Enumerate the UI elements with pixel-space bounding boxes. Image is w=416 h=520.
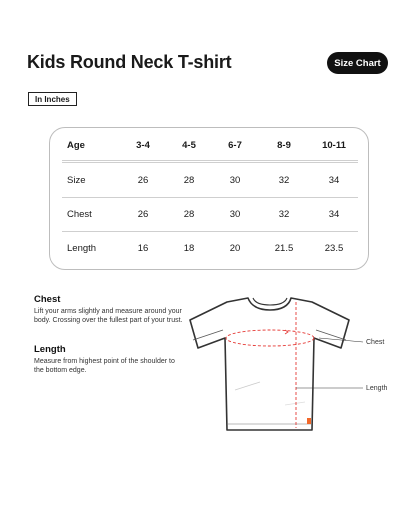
table-cell: 30	[229, 209, 241, 220]
row-divider	[62, 162, 358, 163]
row-label-chest: Chest	[67, 209, 92, 220]
table-cell: 30	[229, 175, 241, 186]
length-callout-label: Length	[366, 385, 388, 392]
age-col-5: 10-11	[322, 140, 346, 151]
table-cell: 32	[278, 209, 290, 220]
table-cell: 26	[137, 209, 149, 220]
tshirt-outline-icon	[185, 290, 388, 440]
age-col-4: 8-9	[277, 140, 291, 151]
table-header-row	[62, 128, 358, 161]
length-guide	[34, 344, 184, 375]
row-label-length: Length	[67, 243, 97, 254]
age-col-3: 6-7	[228, 140, 242, 151]
table-cell: 20	[229, 243, 241, 254]
row-divider	[62, 197, 358, 198]
age-header: Age	[67, 140, 85, 151]
table-cell: 34	[328, 175, 340, 186]
size-chart-badge: Size Chart	[327, 52, 388, 74]
chest-callout-label: Chest	[366, 339, 385, 346]
row-divider	[62, 231, 358, 232]
length-guide-title: Length	[34, 344, 66, 355]
page-title: Kids Round Neck T-shirt	[27, 52, 232, 72]
table-cell: 32	[278, 175, 290, 186]
row-label-size: Size	[67, 175, 86, 186]
table-cell: 28	[183, 175, 195, 186]
table-cell: 16	[137, 243, 149, 254]
size-table	[49, 127, 369, 270]
table-cell: 23.5	[324, 243, 344, 254]
table-cell: 26	[137, 175, 149, 186]
table-cell: 34	[328, 209, 340, 220]
age-col-1: 3-4	[136, 140, 150, 151]
table-cell: 21.5	[274, 243, 294, 254]
table-cell: 28	[183, 209, 195, 220]
table-cell: 18	[183, 243, 195, 254]
length-guide-text: Measure from highest point of the shoulder to the bottom edge.	[34, 358, 175, 374]
chest-guide-title: Chest	[34, 294, 61, 305]
age-col-2: 4-5	[182, 140, 196, 151]
unit-tag: In Inches	[28, 92, 77, 106]
chest-guide-text: Lift your arms slightly and measure around your body. Crossing over the fullest part of your trust.	[34, 308, 183, 324]
chest-guide	[34, 294, 184, 325]
